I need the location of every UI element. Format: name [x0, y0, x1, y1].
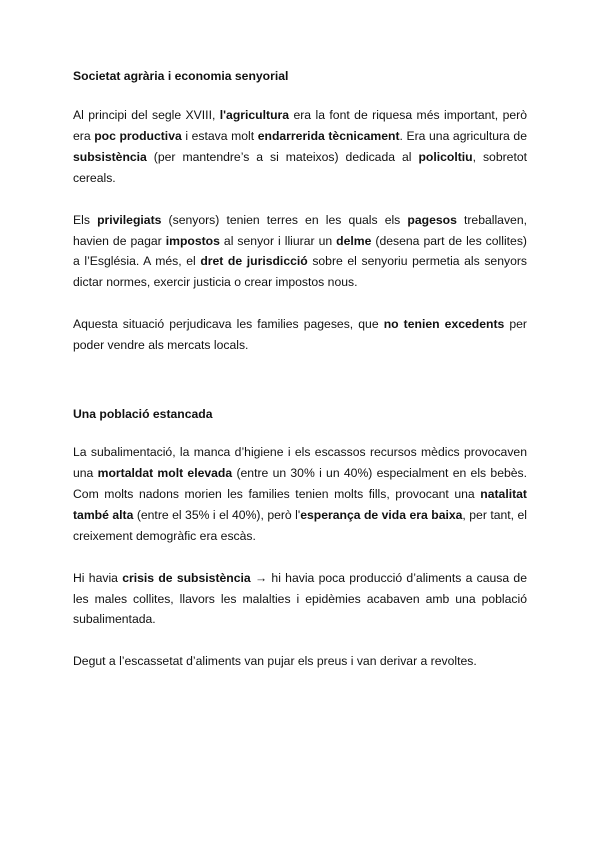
text-run: treballaven, havien de pagar [73, 212, 527, 248]
text-run: , per tant, el creixement demogràfic era escàs. [73, 507, 527, 543]
text-run: (entre un 30% i un 40%) especialment en els bebès. Com molts nadons morien les families tenien molts fills, provocant una [73, 465, 528, 501]
bold-term: esperança de vida era baixa [300, 507, 463, 522]
paragraph [73, 210, 527, 294]
bold-term: mortaldat molt elevada [97, 465, 233, 480]
bold-term: privilegiats [97, 212, 162, 227]
bold-term: no tenien excedents [383, 317, 505, 332]
text-run: Degut a l’escassetat d’aliments van pujar els preus i van derivar a revoltes. [73, 654, 477, 669]
text-run: . Era una agricultura de [399, 128, 527, 143]
bold-term: poc productiva [94, 128, 182, 143]
text-run: al senyor i lliurar un [219, 233, 337, 248]
bold-term: pagesos [407, 212, 457, 227]
text-run: sobre el senyoriu permetia als senyors dictar normes, exercir justicia o crear impostos nous. [73, 254, 527, 290]
bold-term: l'agricultura [219, 108, 290, 122]
section-heading: Societat agrària i economia senyorial [73, 69, 289, 83]
text-run: , sobretot cereals. [73, 149, 527, 185]
text-run: Al principi del segle XVIII, [73, 108, 220, 122]
text-run: (senyors) tenien terres en les quals els [161, 212, 408, 227]
text-run: per poder vendre als mercats locals. [73, 317, 527, 353]
paragraph [73, 105, 527, 189]
text-run: (entre el 35% i el 40%), però l' [133, 507, 301, 522]
paragraph [73, 442, 527, 547]
paragraph [73, 568, 527, 631]
text-run: era la font de riquesa més important, però era [73, 108, 527, 143]
bold-term: delme [336, 233, 372, 248]
bold-term: subsistència [73, 149, 147, 164]
bold-term: policoltiu [418, 149, 473, 164]
paragraph [73, 314, 527, 356]
text-run: Els [73, 212, 98, 227]
text-run: (desena part de les collites) a l’Església. A més, el [73, 233, 527, 269]
bold-term: dret de jurisdicció [200, 254, 308, 269]
text-run: → hi havia poca producció d’aliments a causa de les males collites, llavors les malalties i epidèmies acabaven amb una població subalimentada. [73, 570, 527, 627]
bold-term: natalitat també alta [73, 486, 527, 522]
text-run: Aquesta situació perjudicava les families pageses, que [73, 317, 384, 332]
bold-term: crisis de subsistència [122, 570, 251, 585]
paragraph [73, 651, 527, 672]
text-run: La subalimentació, la manca d’higiene i els escassos recursos mèdics provocaven una [73, 445, 527, 480]
text-run: i estava molt [181, 128, 258, 143]
text-run: (per mantendre’s a si mateixos) dedicada al [146, 149, 419, 164]
section-heading: Una població estancada [73, 407, 213, 422]
text-run: Hi havia [73, 570, 123, 585]
bold-term: endarrerida tècnicament [257, 128, 400, 143]
bold-term: impostos [165, 233, 220, 248]
